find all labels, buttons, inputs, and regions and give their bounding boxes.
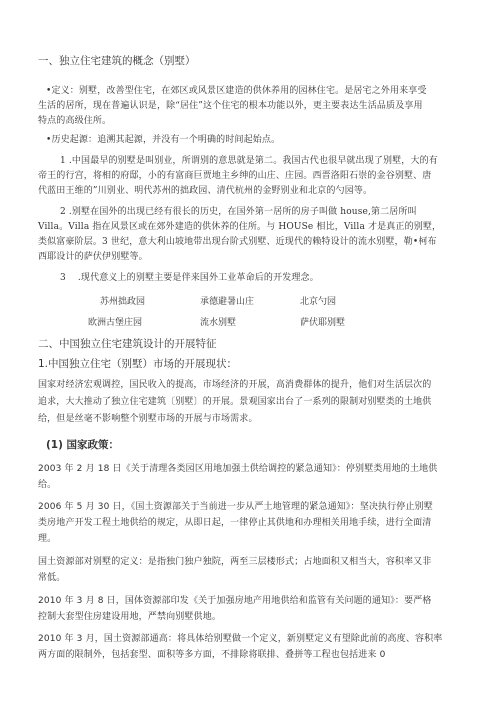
policy-2010-mar-line-1: 2010 年 3 月，国土资源部通高：将具体给别墅做一个定义，新别墅定义有望除此前的高度、容积率 <box>38 634 443 644</box>
definition-line-1: •定义：别墅，改善型住宅，在郊区或风景区建造的供休养用的园林住宅。是居宅之外用来享受 <box>46 86 427 96</box>
policy-2006-line-3: 理。 <box>38 534 57 544</box>
example-item: 苏州拙政园 <box>100 297 146 307</box>
history-origin: •历史起源：追溯其起源，并没有一个明确的时间起始点。 <box>46 135 281 145</box>
point1-line-1: 1 .中国最早的别墅是叫别业，所谓别的意思就是第二。我国古代也很早就出现了别墅，大的有 <box>60 156 438 166</box>
policy-2006-line-1: 2006 年 5 月 30 日，《国土资源部关于当前进一步从严土地管理的紧急通知》：坚决执行停止别墅 <box>38 502 433 512</box>
point2-line-4: 西耶设计的萨伏伊别墅等。 <box>38 252 148 262</box>
intro-line-1: 国家对经济宏观调控，国民收入的提高，市场经济的开展，高消费群体的提升，他们对生活层次的 <box>38 380 432 390</box>
section1-heading: 一、独立住宅建筑的概念（别墅） <box>38 55 196 67</box>
example-item: 北京勺园 <box>300 297 337 307</box>
policy-2010-mar8-line-2: 控制大套型住房建设用地，严禁向别墅供地。 <box>38 612 222 622</box>
example-item: 流水别墅 <box>200 318 237 328</box>
definition-line-3: 特点的高级住所。 <box>38 116 112 126</box>
point2-line-1: 2 .别墅在国外的出现已经有很长的历史，在国外第一居所的房子叫做 house,第二居所叫 <box>60 207 417 217</box>
policy-2010-mar8-line-1: 2010 年 3 月 8 日，国体资源部印发《关于加强房地产用地供给和监管有关问题的通知》：要严格 <box>38 596 432 606</box>
point3: 3 .现代意义上的别墅主要是伴来国外工业革命后的开发理念。 <box>60 273 319 283</box>
policy-2006-line-2: 类房地产开发工程土地供给的规定，从即日起，一律停止其供地和办理相关用地手续，进行全面清 <box>38 518 432 528</box>
policy-2003-line-2: 给。 <box>38 480 57 490</box>
section2-heading: 二、中国独立住宅建筑设计的开展特征 <box>38 338 217 350</box>
intro-line-2: 追求，大大推动了独立住宅建筑〔别墅〕的开展。景观国家出台了一系列的限制对别墅类的土地供 <box>38 397 432 407</box>
intro-line-3: 给，但是丝毫不影响整个别墅市场的开展与市场需求。 <box>38 414 258 424</box>
point2-line-3: 类似富豪阶层。3 世纪，意大利山坡地带出现台阶式别墅、近现代的赖特设计的流水别墅，勒•柯布 <box>38 237 437 247</box>
example-item: 萨伏耶别墅 <box>300 318 346 328</box>
definition-line-2: 生活的居所，现在普遍认识是，除“居住”这个住宅的根本功能以外，更主要表达生活品质及享用 <box>38 101 423 111</box>
point1-line-2: 帝王的行宫，将相的府邸，小的有富商巨贾地主乡绅的山庄、庄园。西晋洛阳石崇的金谷别墅、唐 <box>38 171 432 181</box>
point1-line-3: 代蓝田王维的”川别业、明代苏州的拙政园、清代杭州的金野别业和北京的勺园等。 <box>38 186 373 196</box>
policy-2003-line-1: 2003 年 2 月 18 日《关于清理各类园区用地加强土供给调控的紧急通知》：停别墅类用地的土地供 <box>38 464 438 474</box>
definition-policy-line-1: 国土资源部对别墅的定义：是指独门独户独院，两至三层楼形式；占地面积又相当大，容积率又非 <box>38 557 432 567</box>
point2-line-2: Villa。Villa 指在风景区或在郊外建造的供休养的住所。与 HOUSe 相比，Villa 才是真正的别墅， <box>38 222 442 232</box>
definition-policy-line-2: 常低。 <box>38 573 66 583</box>
example-item: 承德避暑山庄 <box>200 297 255 307</box>
example-item: 欧洲古堡庄园 <box>88 318 143 328</box>
section2-subheading: 1.中国独立住宅（别墅）市场的开展现状： <box>38 358 238 370</box>
policy-heading: (1) 国家政策： <box>46 439 120 451</box>
policy-2010-mar-line-2: 两方面的限制外，包括套型、面积等多方面，不排除将联排、叠拼等工程也包括进来 0 <box>38 650 386 660</box>
